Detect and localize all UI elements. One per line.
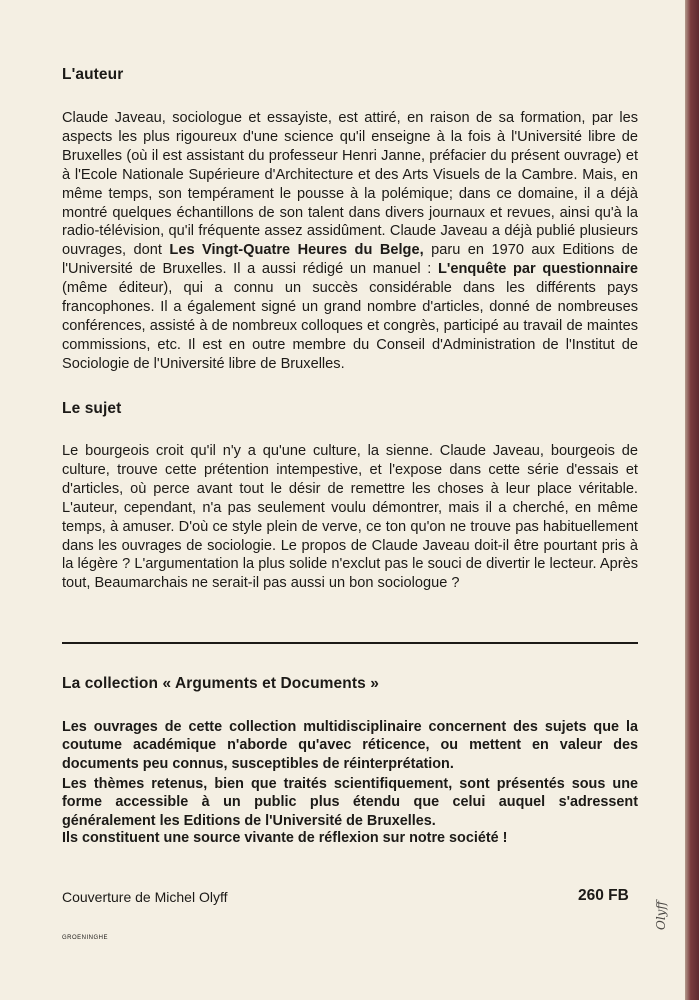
collection-paragraph-3: Ils constituent une source vivante de réflexion sur notre société ! bbox=[62, 830, 508, 846]
author-heading: L'auteur bbox=[62, 66, 124, 83]
cover-edge bbox=[685, 0, 699, 1000]
collection-heading: La collection « Arguments et Documents » bbox=[62, 675, 379, 692]
printer-mark: GROENINGHE bbox=[62, 935, 109, 941]
section-divider bbox=[62, 642, 638, 644]
author-text-2: paru en 1970 aux Editions de l'Université de Bruxelles. Il a aussi rédigé un manuel : bbox=[62, 242, 638, 278]
author-text-1: Claude Javeau, sociologue et essayiste, est attiré, en raison de sa formation, par les aspects les plus rigoureux d'une science qu'il enseigne à la fois à l'Université libre de Bruxelles (où il est assistant du professeur Henri Janne, préfacier du présent ouvrage) et à l'Ecole Nationale Supérieure d'Architecture et des Arts Visuels de la Cambre. Mais, en même temps, son tempérament le pousse à la polémique; dans ce domaine, il a déjà montré quelques échantillons de son talent dans divers journaux et revues, ainsi qu'à la radio-télévision, qu'il fréquente assez assidûment. Claude Javeau a déjà publié plusieurs ouvrages, dont bbox=[62, 110, 638, 259]
author-book-title-2: L'enquête par questionnaire bbox=[437, 261, 639, 278]
subject-paragraph: Le bourgeois croit qu'il n'y a qu'une culture, la sienne. Claude Javeau, bourgeois de culture, trouve cette prétention intempestive, et l'expose dans cette série d'essais et d'articles, où perce avant tout le désir de remettre les choses à leur place véritable. L'auteur, cependant, n'a pas seulement voulu démontrer, mais il a cherché, en même temps, à amuser. D'où ce style plein de verve, ce ton qu'on ne trouve pas habituellement dans les ouvrages de sociologie. Le propos de Claude Javeau doit-il être pourtant pris à la légère ? L'argumentation la plus solide n'exclut pas le souci de divertir le lecteur. Après tout, Beaumarchais ne serait-il pas aussi un bon sociologue ? bbox=[62, 443, 638, 592]
author-text-3: (même éditeur), qui a connu un succès considérable dans les différents pays francophones. Il a également signé un grand nombre d'articles, donné de nombreuses conférences, assisté à de nombreux colloques et congrès, participé au travail de maintes commissions, etc. Il est en outre membre du Conseil d'Administration de l'Institut de Sociologie de l'Université libre de Bruxelles. bbox=[62, 280, 638, 372]
artist-signature: Olyff bbox=[654, 901, 668, 930]
author-paragraph bbox=[62, 109, 638, 374]
collection-paragraph-1: Les ouvrages de cette collection multidisciplinaire concernent des sujets que la coutume académique n'aborde qu'avec réticence, ou mettent en valeur des documents peu connus, susceptibles de réinterprétation. bbox=[62, 719, 638, 772]
cover-credit: Couverture de Michel Olyff bbox=[62, 889, 228, 905]
collection-paragraph-2: Les thèmes retenus, bien que traités scientifiquement, sont présentés sous une forme accessible à un public plus étendu que celui auquel s'adressent généralement les Editions de l'Université de Bruxelles. bbox=[62, 776, 638, 829]
subject-heading: Le sujet bbox=[62, 400, 122, 417]
price: 260 FB bbox=[578, 887, 629, 904]
author-book-title-1: Les Vingt-Quatre Heures du Belge, bbox=[169, 242, 424, 259]
